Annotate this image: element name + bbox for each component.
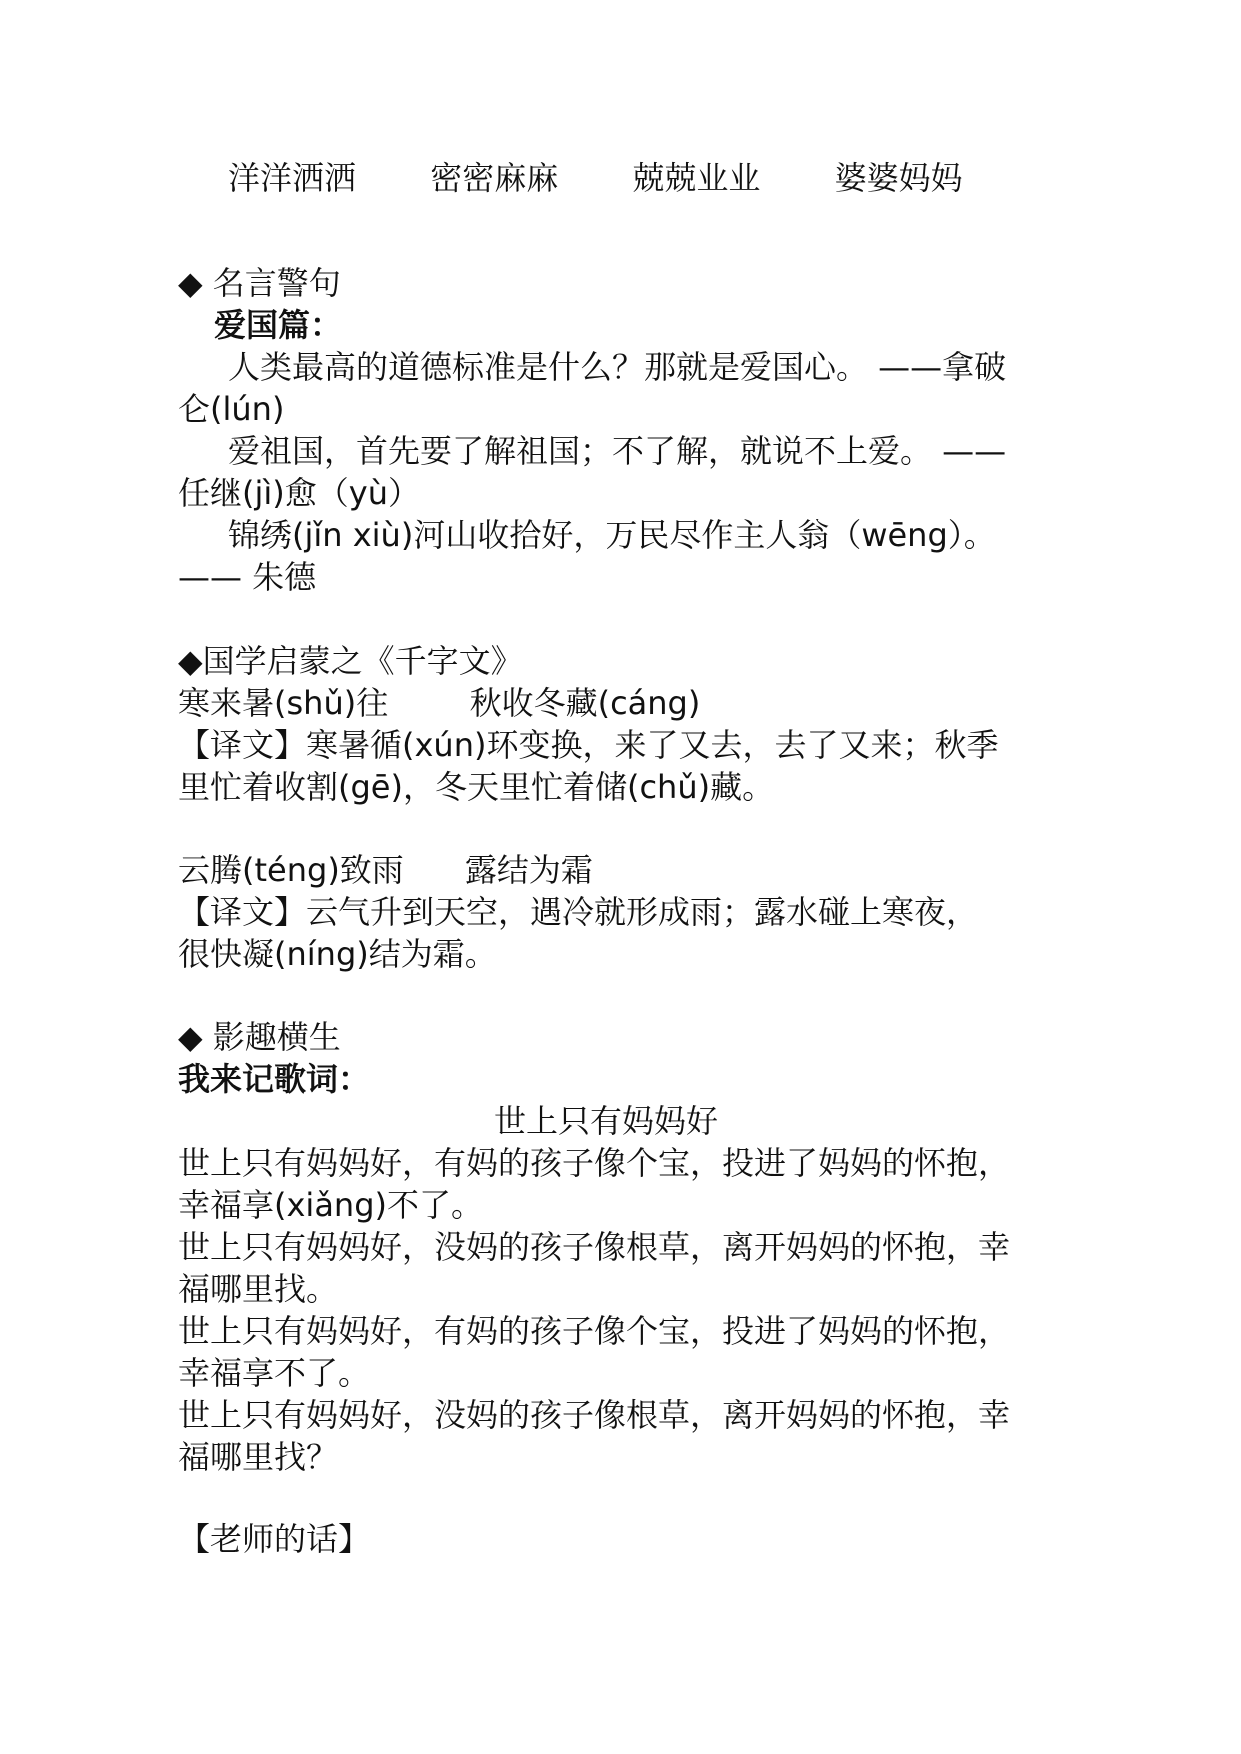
word-item: 婆婆妈妈: [834, 159, 963, 197]
film-heading: ◆ 影趣横生: [178, 1018, 341, 1056]
lyric-line: 福哪里找。: [178, 1270, 339, 1308]
lyric-line: 世上只有妈妈好，没妈的孩子像根草，离开妈妈的怀抱，幸: [178, 1396, 1011, 1434]
song-title: 世上只有妈妈好: [494, 1102, 719, 1140]
lyric-line: 福哪里找？: [178, 1438, 339, 1476]
passage-1-translation-line-2: 里忙着收割(gē)，冬天里忙着储(chǔ)藏。: [178, 768, 775, 806]
lyric-line: 幸福享不了。: [178, 1354, 371, 1392]
quote-1-line-2: 仑(lún): [178, 390, 285, 428]
quote-2-line-2: 任继(jì)愈（yù）: [178, 474, 420, 512]
passage-1-title: 寒来暑(shǔ)往 秋收冬藏(cáng): [178, 684, 701, 722]
lyrics-subheading: 我来记歌词：: [178, 1060, 371, 1098]
word-item: 密密麻麻: [430, 159, 559, 197]
passage-2-title: 云腾(téng)致雨 露结为霜: [178, 851, 593, 889]
quote-3-line-2: —— 朱德: [178, 558, 317, 596]
lyric-line: 世上只有妈妈好，没妈的孩子像根草，离开妈妈的怀抱，幸: [178, 1228, 1011, 1266]
lyric-line: 世上只有妈妈好，有妈的孩子像个宝，投进了妈妈的怀抱，: [178, 1312, 1011, 1350]
patriotism-subheading: 爱国篇：: [214, 306, 343, 344]
passage-2-translation-line-1: 【译文】云气升到天空，遇冷就形成雨；露水碰上寒夜，: [178, 893, 979, 931]
teacher-words-heading: 【老师的话】: [178, 1520, 371, 1558]
quote-3-line-1: 锦绣(jǐn xiù)河山收拾好，万民尽作主人翁（wēng）。: [228, 516, 996, 554]
quote-1-line-1: 人类最高的道德标准是什么？那就是爱国心。 ——拿破: [228, 348, 1007, 386]
lyric-line: 幸福享(xiǎng)不了。: [178, 1186, 484, 1224]
lyric-line: 世上只有妈妈好，有妈的孩子像个宝，投进了妈妈的怀抱，: [178, 1144, 1011, 1182]
word-item: 洋洋洒洒: [228, 159, 357, 197]
passage-1-translation-line-1: 【译文】寒暑循(xún)环变换，来了又去，去了又来；秋季: [178, 726, 999, 764]
guoxue-heading: ◆国学启蒙之《千字文》: [178, 642, 523, 680]
passage-2-translation-line-2: 很快凝(níng)结为霜。: [178, 935, 497, 973]
word-list: [228, 157, 1128, 199]
word-item: 兢兢业业: [632, 159, 761, 197]
quote-2-line-1: 爱祖国，首先要了解祖国；不了解，就说不上爱。 ——: [228, 432, 1007, 470]
quotes-heading: ◆ 名言警句: [178, 264, 341, 302]
